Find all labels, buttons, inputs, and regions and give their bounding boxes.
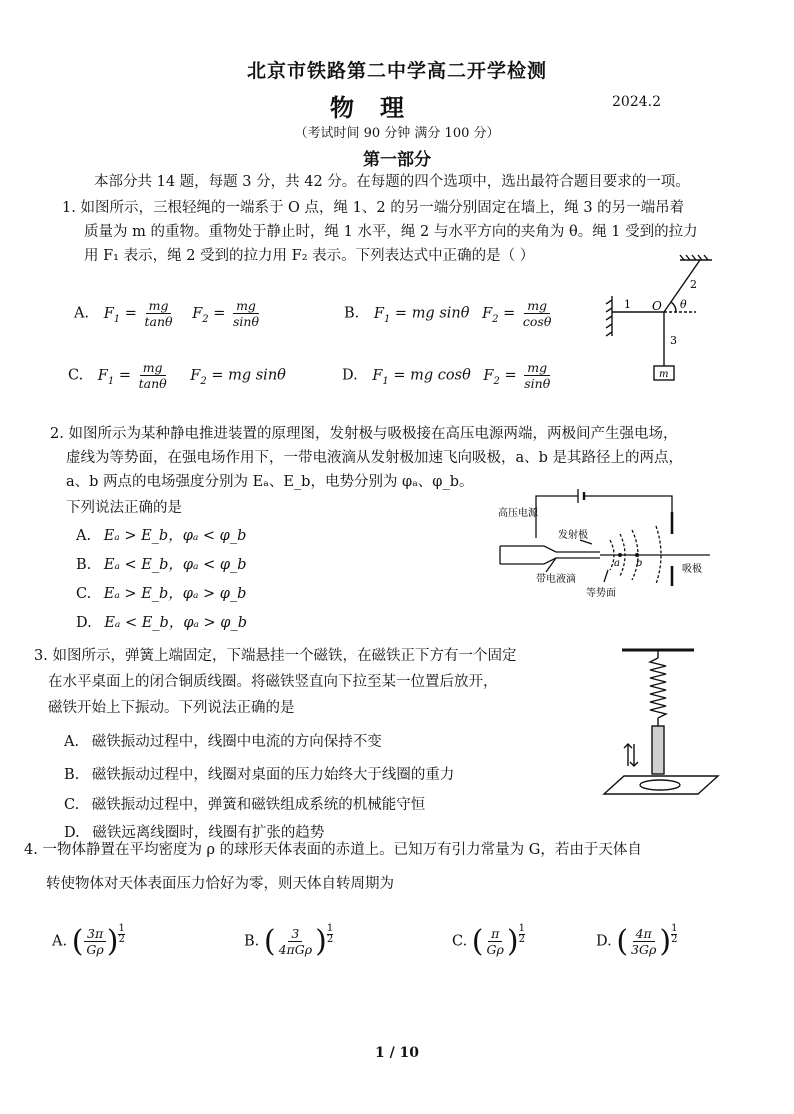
fraction-denominator: 4πGρ xyxy=(278,942,313,957)
rope-1-label: 1 xyxy=(624,298,631,311)
exponent-denominator: 2 xyxy=(518,934,525,945)
option-text: Eₐ > E_b，φₐ > φ_b xyxy=(103,586,247,602)
option-letter: B. xyxy=(244,933,260,950)
q1-line-2: 质量为 m 的重物。重物处于静止时，绳 1 水平，绳 2 与水平方向的夹角为 θ。绳 1 受到的拉力 xyxy=(84,224,698,240)
option-text: 磁铁振动过程中，线圈对桌面的压力始终大于线圈的重力 xyxy=(91,767,455,783)
option-letter: C. xyxy=(76,586,92,602)
subject-title: 物理 xyxy=(330,93,430,122)
q1-option-d[interactable]: D. $F_1$ = mg cosθ $F_2$ = $\frac{mg}{\sin\theta}$ xyxy=(342,360,553,391)
q4-option-a[interactable]: A. ( $\frac{3\pi}{G\rho}$ ) $\frac{1}{2}$ xyxy=(52,923,125,959)
fraction-denominator: cosθ xyxy=(522,314,552,329)
point-o-label: O xyxy=(652,299,662,313)
emitter-label: 发射极 xyxy=(558,530,588,541)
q1-rope-figure xyxy=(596,254,720,386)
exponent-denominator: 2 xyxy=(118,934,125,945)
fraction-denominator: sinθ xyxy=(233,314,259,329)
q1-line-3: 用 F₁ 表示，绳 2 受到的拉力用 F₂ 表示。下列表达式中正确的是（ ） xyxy=(84,248,535,264)
exponent-denominator: 2 xyxy=(671,934,678,945)
q3-option-d[interactable] xyxy=(64,821,324,842)
q1-option-a[interactable]: A. $F_1$ = $\frac{mg}{\tan\theta}$ $F_2$ = $\frac{mg}{\sin\theta}$ xyxy=(74,298,262,329)
option-letter: C. xyxy=(64,797,80,813)
exam-info: （考试时间 90 分钟 满分 100 分） xyxy=(294,126,500,141)
q2-option-c[interactable] xyxy=(76,582,246,603)
fraction-numerator: mg xyxy=(233,298,259,314)
q3-spring-magnet-figure xyxy=(594,644,724,806)
fraction-numerator: mg xyxy=(146,298,172,314)
q4-line-2: 转使物体对天体表面压力恰好为零，则天体自转周期为 xyxy=(46,876,394,892)
formula-value: mg cosθ xyxy=(410,367,471,384)
option-text: 磁铁振动过程中，线圈中电流的方向保持不变 xyxy=(91,734,382,750)
fraction-denominator: tanθ xyxy=(144,314,173,329)
option-letter: C. xyxy=(68,367,84,384)
exponent-numerator: 1 xyxy=(326,923,334,934)
q2-option-a[interactable] xyxy=(76,524,246,545)
q1-option-c[interactable]: C. $F_1$ = $\frac{mg}{\tan\theta}$ $F_2$ = mg sinθ xyxy=(68,360,286,391)
q2-thruster-figure xyxy=(496,486,718,606)
option-letter: B. xyxy=(344,305,360,322)
power-source-label: 高压电源 xyxy=(498,508,538,519)
option-letter: B. xyxy=(64,767,80,783)
q2-line-3: a、b 两点的电场强度分别为 Eₐ、E_b，电势分别为 φₐ、φ_b。 xyxy=(66,474,474,490)
fraction-denominator: Gρ xyxy=(86,942,104,957)
option-letter: A. xyxy=(74,305,90,322)
page-number: 1 / 10 xyxy=(374,1045,420,1061)
rope-2-label: 2 xyxy=(690,278,697,291)
option-letter: D. xyxy=(76,615,92,631)
fraction-denominator: Gρ xyxy=(486,942,504,957)
q2-line-1: 2. 如图所示为某种静电推进装置的原理图，发射极与吸极接在高压电源两端，两极间产生强电场， xyxy=(50,426,678,442)
q3-option-b[interactable] xyxy=(64,763,454,784)
exponent-numerator: 1 xyxy=(118,923,125,934)
fraction-denominator: sinθ xyxy=(524,376,551,391)
option-letter: D. xyxy=(64,825,80,841)
point-b-label: b xyxy=(636,558,643,569)
formula-value: mg sinθ xyxy=(411,305,470,322)
q2-line-4: 下列说法正确的是 xyxy=(66,500,182,516)
exam-date: 2024.2 xyxy=(612,94,661,110)
equipotential-label: 等势面 xyxy=(586,588,616,599)
instructions: 本部分共 14 题，每题 3 分，共 42 分。在每题的四个选项中，选出最符合题目要求的一项。 xyxy=(94,174,690,190)
option-letter: D. xyxy=(596,933,612,950)
exponent-denominator: 2 xyxy=(326,934,334,945)
option-letter: A. xyxy=(52,933,68,950)
option-letter: A. xyxy=(76,528,92,544)
fraction-denominator: tanθ xyxy=(138,376,167,391)
fraction-denominator: 3Gρ xyxy=(631,942,657,957)
q1-line-1: 1. 如图所示，三根轻绳的一端系于 O 点，绳 1、2 的另一端分别固定在墙上，绳 3 的另一端吊着 xyxy=(62,200,685,216)
fraction-numerator: mg xyxy=(140,360,166,376)
option-text: Eₐ < E_b，φₐ > φ_b xyxy=(104,615,247,631)
q3-line-1: 3. 如图所示，弹簧上端固定，下端悬挂一个磁铁，在磁铁正下方有一个固定 xyxy=(34,648,517,664)
formula-value: mg sinθ xyxy=(228,367,286,384)
exponent-numerator: 1 xyxy=(671,923,678,934)
fraction-numerator: 4π xyxy=(633,926,655,942)
theta-label: θ xyxy=(680,298,687,311)
droplet-label: 带电液滴 xyxy=(536,574,576,585)
q2-option-d[interactable] xyxy=(76,611,247,632)
fraction-numerator: 3π xyxy=(84,926,106,942)
q3-line-3: 磁铁开始上下振动。下列说法正确的是 xyxy=(48,700,295,716)
part-heading: 第一部分 xyxy=(363,150,431,170)
fraction-numerator: mg xyxy=(524,298,550,314)
option-text: Eₐ < E_b，φₐ < φ_b xyxy=(103,557,247,573)
q3-option-a[interactable] xyxy=(64,730,382,751)
q4-option-c[interactable]: C. ( $\frac{\pi}{G\rho}$ ) $\frac{1}{2}$ xyxy=(452,923,525,959)
mass-label: m xyxy=(659,369,669,380)
option-text: 磁铁远离线圈时，线圈有扩张的趋势 xyxy=(92,825,325,841)
option-text: Eₐ > E_b，φₐ < φ_b xyxy=(103,528,247,544)
q2-option-b[interactable] xyxy=(76,553,247,574)
option-text: 磁铁振动过程中，弹簧和磁铁组成系统的机械能守恒 xyxy=(91,797,426,813)
option-letter: D. xyxy=(342,367,358,384)
option-letter: C. xyxy=(452,933,468,950)
fraction-numerator: 3 xyxy=(288,926,302,942)
option-letter: B. xyxy=(76,557,92,573)
fraction-numerator: mg xyxy=(524,360,550,376)
q2-line-2: 虚线为等势面，在强电场作用下，一带电液滴从发射极加速飞向吸极，a、b 是其路径上的两点， xyxy=(66,450,684,466)
exponent-numerator: 1 xyxy=(518,923,525,934)
q4-option-b[interactable]: B. ( $\frac{3}{\text{4πGρ}}$ ) $\frac{1}{2}$ xyxy=(244,923,334,959)
q3-option-c[interactable] xyxy=(64,793,425,814)
q4-line-1: 4. 一物体静置在平均密度为 ρ 的球形天体表面的赤道上。已知万有引力常量为 G，若由于天体自 xyxy=(24,842,642,858)
point-a-label: a xyxy=(614,558,620,569)
rope-3-label: 3 xyxy=(670,334,677,347)
q1-option-b[interactable]: B. $F_1$ = mg sinθ $F_2$ = $\frac{mg}{\cos\theta}$ xyxy=(344,298,554,329)
q4-option-d[interactable]: D. ( $\frac{4\pi}{3G\rho}$ ) $\frac{1}{2}$ xyxy=(596,923,678,959)
absorber-label: 吸极 xyxy=(682,564,702,575)
q3-line-2: 在水平桌面上的闭合铜质线圈。将磁铁竖直向下拉至某一位置后放开， xyxy=(48,674,498,690)
school-title: 北京市铁路第二中学高二开学检测 xyxy=(246,60,547,82)
option-letter: A. xyxy=(64,734,80,750)
fraction-numerator: π xyxy=(488,926,502,942)
